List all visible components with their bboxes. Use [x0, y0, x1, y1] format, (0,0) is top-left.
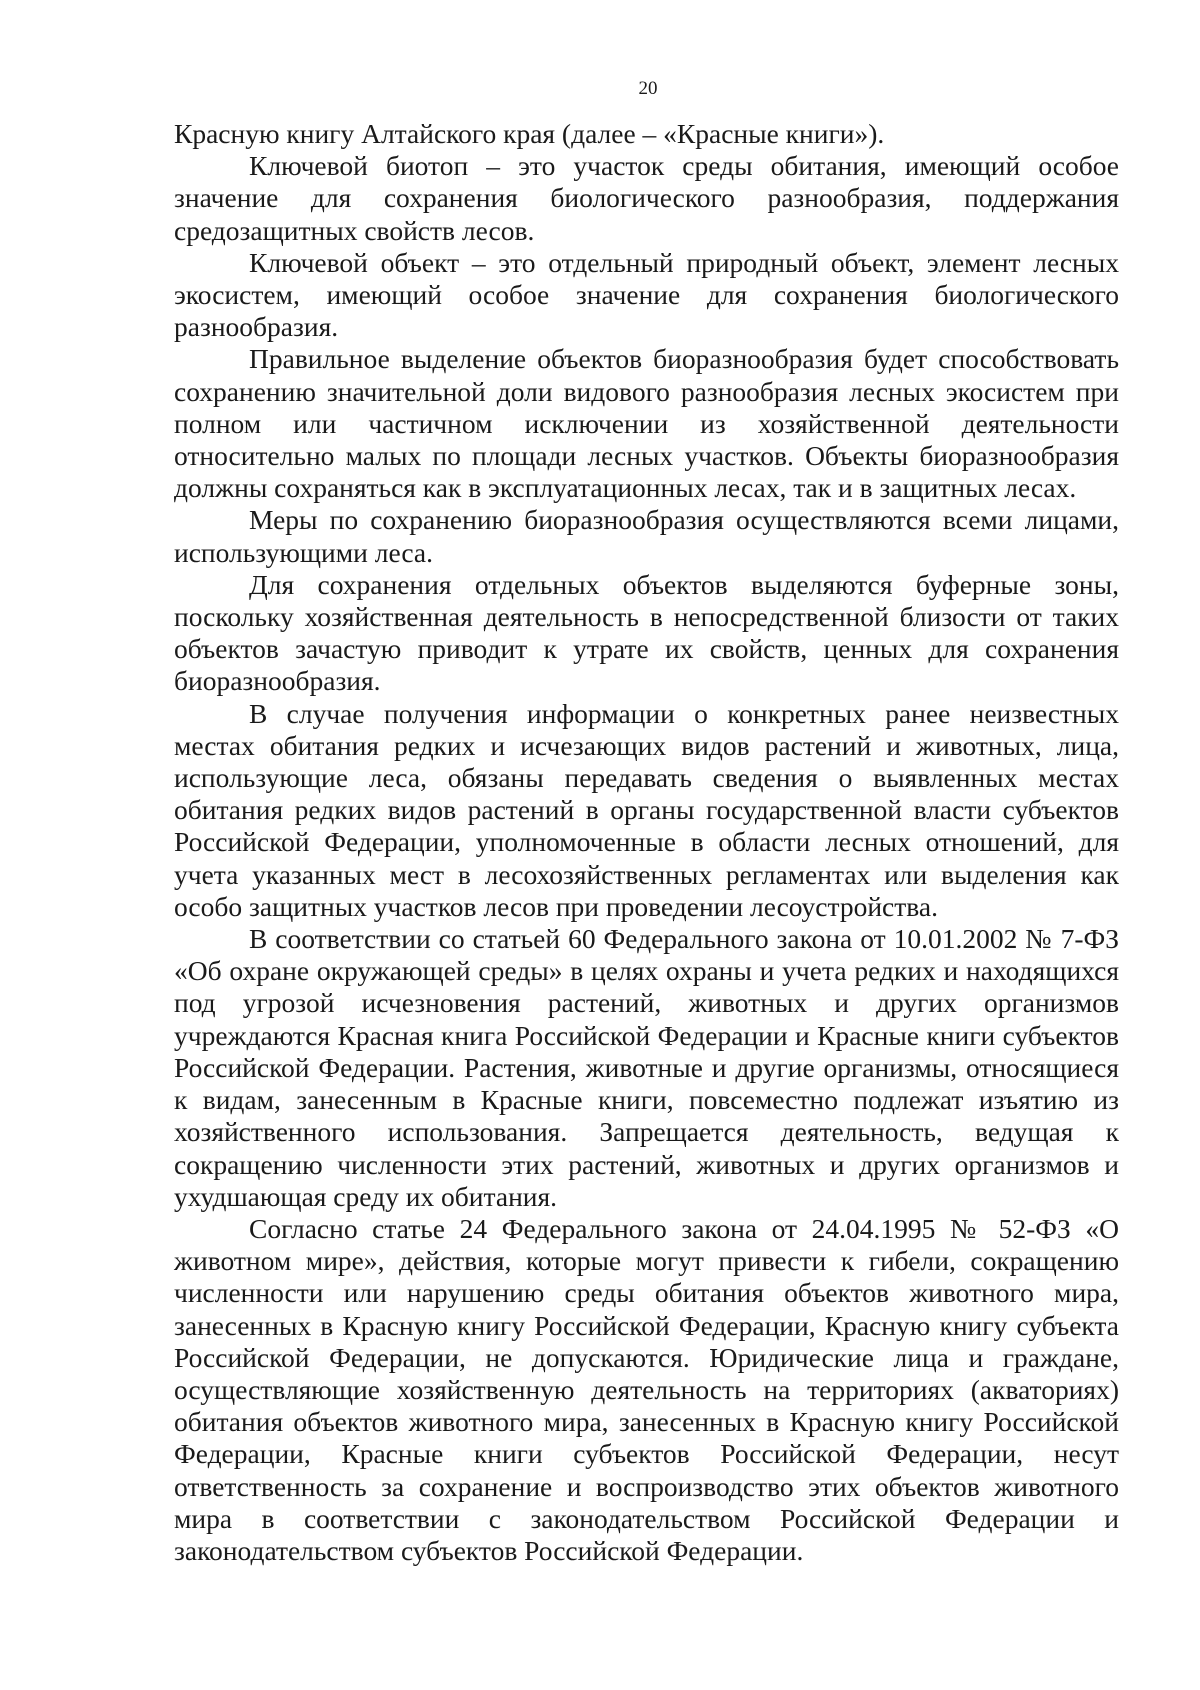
- page-number: 20: [638, 78, 658, 99]
- paragraph-continuation: Красную книгу Алтайского края (далее – «Красные книги»).: [174, 118, 885, 149]
- paragraph-environmental-law: В соответствии со статьей 60 Федерального закона от 10.01.2002 № 7-ФЗ «Об охране окружающей среды» в целях охраны и учета редких и находящихся под угрозой исчезновения растений, животных и других организмов учреждаются Красная книга Российской Федерации и Красные книги субъектов Российской Федерации. Растения, животные и другие организмы, относящиеся к видам, занесенным в Красные книги, повсеместно подлежат изъятию из хозяйственного использования. Запрещается деятельность, ведущая к сокращению численности этих растений, животных и других организмов и ухудшающая среду их обитания.: [174, 923, 1119, 1212]
- paragraph-habitat-reporting: В случае получения информации о конкретных ранее неизвестных местах обитания редких и исчезающих видов растений и животных, лица, использующие леса, обязаны передавать сведения о выявленных местах обитания редких видов растений в органы государственной власти субъектов Российской Федерации, уполномоченные в области лесных отношений, для учета указанных мест в лесохозяйственных регламентах или выделения как особо защитных участков лесов при проведении лесоустройства.: [174, 697, 1119, 922]
- paragraph-key-object: Ключевой объект – это отдельный природный объект, элемент лесных экосистем, имеющий особое значение для сохранения биологического разнообразия.: [174, 246, 1119, 343]
- paragraph-conservation-measures: Меры по сохранению биоразнообразия осуществляются всеми лицами, использующими леса.: [174, 504, 1119, 568]
- paragraph-buffer-zones: Для сохранения отдельных объектов выделяются буферные зоны, поскольку хозяйственная деятельность в непосредственной близости от таких объектов зачастую приводит к утрате их свойств, ценных для сохранения биоразнообразия.: [174, 568, 1119, 697]
- paragraph-key-biotope: Ключевой биотоп – это участок среды обитания, имеющий особое значение для сохранения биологического разнообразия, поддержания средозащитных свойств лесов.: [174, 150, 1119, 246]
- document-body: [174, 118, 1119, 1567]
- paragraph-wildlife-law: Согласно статье 24 Федерального закона от 24.04.1995 № 52-ФЗ «О животном мире», действия, которые могут привести к гибели, сокращению численности или нарушению среды обитания объектов животного мира, занесенных в Красную книгу Российской Федерации, Красную книгу субъекта Российской Федерации, не допускаются. Юридические лица и граждане, осуществляющие хозяйственную деятельность на территориях (акваториях) обитания объектов животного мира, занесенных в Красную книгу Российской Федерации, Красные книги субъектов Российской Федерации, несут ответственность за сохранение и воспроизводство этих объектов животного мира в соответствии с законодательством Российской Федерации и законодательством субъектов Российской Федерации.: [174, 1212, 1119, 1566]
- paragraph-biodiversity-objects: Правильное выделение объектов биоразнообразия будет способствовать сохранению значительной доли видового разнообразия лесных экосистем при полном или частичном исключении из хозяйственной деятельности относительно малых по площади лесных участков. Объекты биоразнообразия должны сохраняться как в эксплуатационных лесах, так и в защитных лесах.: [174, 343, 1119, 504]
